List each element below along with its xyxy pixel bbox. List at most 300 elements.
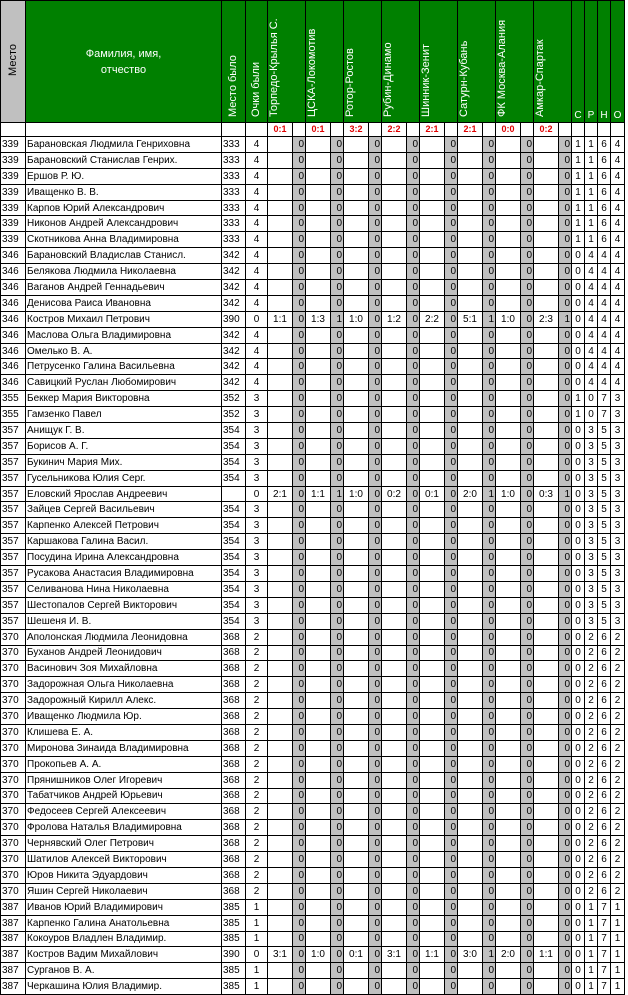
place-cell: 387	[1, 915, 26, 931]
place-cell: 387	[1, 931, 26, 947]
place-was-cell: 342	[222, 343, 246, 359]
name-cell: Барановский Станислав Генрих.	[26, 152, 222, 168]
name-cell: Иващенко В. В.	[26, 184, 222, 200]
prediction-cell	[306, 629, 331, 645]
prediction-points-cell: 0	[331, 804, 344, 820]
prediction-points-cell: 0	[483, 867, 496, 883]
prediction-points-cell: 0	[521, 597, 534, 613]
prediction-points-cell: 0	[293, 343, 306, 359]
prediction-cell	[534, 534, 559, 550]
prediction-cell	[534, 375, 559, 391]
prediction-points-cell: 0	[293, 232, 306, 248]
prediction-points-cell: 0	[331, 963, 344, 979]
name-cell: Денисова Раиса Ивановна	[26, 295, 222, 311]
prediction-points-cell: 0	[445, 740, 458, 756]
prediction-points-cell: 0	[331, 852, 344, 868]
prediction-cell	[534, 883, 559, 899]
prediction-points-cell: 0	[445, 359, 458, 375]
table-row	[1, 137, 625, 153]
prediction-cell	[382, 502, 407, 518]
stat-cell: 2	[611, 629, 625, 645]
match-score: 0:1	[306, 123, 331, 137]
stat-cell: 0	[572, 629, 585, 645]
points-were-cell: 4	[246, 375, 268, 391]
prediction-cell	[458, 137, 483, 153]
place-cell: 339	[1, 216, 26, 232]
prediction-points-cell: 0	[369, 804, 382, 820]
place-cell: 339	[1, 137, 26, 153]
prediction-cell	[496, 931, 521, 947]
stat-cell: 4	[611, 264, 625, 280]
stat-cell: 4	[611, 248, 625, 264]
prediction-cell	[420, 359, 445, 375]
prediction-cell	[496, 295, 521, 311]
table-row	[1, 534, 625, 550]
prediction-cell	[306, 423, 331, 439]
prediction-cell	[268, 836, 293, 852]
stat-cell: 7	[598, 391, 611, 407]
table-row	[1, 804, 625, 820]
prediction-cell	[420, 200, 445, 216]
prediction-points-cell: 0	[445, 677, 458, 693]
prediction-points-cell: 0	[521, 438, 534, 454]
prediction-cell: 3:1	[268, 947, 293, 963]
prediction-cell	[344, 756, 369, 772]
prediction-cell	[268, 756, 293, 772]
table-row	[1, 168, 625, 184]
points-were-cell: 3	[246, 391, 268, 407]
stat-cell: 2	[611, 677, 625, 693]
prediction-cell	[496, 248, 521, 264]
prediction-cell	[496, 581, 521, 597]
prediction-points-cell: 0	[483, 550, 496, 566]
stat-cell: 4	[585, 311, 598, 327]
points-were-cell: 4	[246, 295, 268, 311]
prediction-cell	[344, 709, 369, 725]
prediction-points-cell: 0	[483, 661, 496, 677]
prediction-cell	[306, 375, 331, 391]
match-score: 0:1	[268, 123, 293, 137]
prediction-cell: 3:0	[458, 947, 483, 963]
prediction-points-cell: 0	[407, 518, 420, 534]
stat-cell: 3	[585, 486, 598, 502]
stat-cell: 0	[572, 311, 585, 327]
prediction-cell	[268, 693, 293, 709]
prediction-cell	[344, 327, 369, 343]
stat-cell: 2	[585, 724, 598, 740]
prediction-cell	[382, 391, 407, 407]
prediction-points-cell: 0	[407, 486, 420, 502]
prediction-cell	[382, 661, 407, 677]
prediction-points-cell: 0	[331, 899, 344, 915]
prediction-cell	[344, 137, 369, 153]
stat-cell: 0	[572, 804, 585, 820]
place-cell: 346	[1, 343, 26, 359]
place-cell: 346	[1, 311, 26, 327]
prediction-points-cell: 0	[369, 867, 382, 883]
prediction-points-cell: 0	[407, 327, 420, 343]
prediction-points-cell: 0	[521, 311, 534, 327]
prediction-points-cell: 0	[521, 677, 534, 693]
prediction-cell	[382, 979, 407, 995]
stat-cell: 4	[585, 375, 598, 391]
prediction-cell	[344, 788, 369, 804]
prediction-cell	[534, 836, 559, 852]
prediction-points-cell: 0	[331, 470, 344, 486]
name-cell: Табатчиков Андрей Юрьевич	[26, 788, 222, 804]
place-was-cell: 354	[222, 502, 246, 518]
points-were-cell: 1	[246, 963, 268, 979]
prediction-points-cell: 0	[445, 597, 458, 613]
prediction-cell	[534, 629, 559, 645]
stat-cell: 4	[585, 264, 598, 280]
prediction-points-cell: 1	[483, 486, 496, 502]
place-was-cell: 368	[222, 693, 246, 709]
prediction-points-cell: 0	[331, 693, 344, 709]
place-cell: 357	[1, 597, 26, 613]
place-was-cell: 333	[222, 137, 246, 153]
points-were-cell: 2	[246, 756, 268, 772]
prediction-points-cell: 0	[293, 709, 306, 725]
points-were-cell: 2	[246, 867, 268, 883]
stat-cell: 0	[572, 248, 585, 264]
stat-cell: 0	[572, 820, 585, 836]
prediction-cell	[344, 661, 369, 677]
prediction-cell	[420, 899, 445, 915]
stat-cell: 1	[572, 184, 585, 200]
place-was-cell: 333	[222, 168, 246, 184]
prediction-points-cell: 0	[559, 343, 572, 359]
prediction-cell	[420, 661, 445, 677]
prediction-cell	[420, 788, 445, 804]
prediction-points-cell: 0	[445, 836, 458, 852]
name-cell: Чернявский Олег Петрович	[26, 836, 222, 852]
prediction-cell	[534, 232, 559, 248]
place-cell: 387	[1, 979, 26, 995]
name-cell: Гамзенко Павел	[26, 407, 222, 423]
stat-cell: 0	[572, 518, 585, 534]
prediction-points-cell: 0	[559, 550, 572, 566]
prediction-cell	[382, 359, 407, 375]
prediction-points-cell: 0	[293, 359, 306, 375]
prediction-points-cell: 0	[521, 931, 534, 947]
prediction-cell	[458, 502, 483, 518]
prediction-points-cell: 0	[369, 693, 382, 709]
prediction-points-cell: 0	[369, 661, 382, 677]
prediction-cell	[344, 566, 369, 582]
points-were-cell: 4	[246, 137, 268, 153]
prediction-cell	[458, 724, 483, 740]
stat-cell: 2	[585, 709, 598, 725]
name-cell: Фролова Наталья Владимировна	[26, 820, 222, 836]
prediction-points-cell: 0	[521, 883, 534, 899]
stat-cell: 5	[598, 486, 611, 502]
prediction-cell	[496, 232, 521, 248]
place-was-cell: 354	[222, 613, 246, 629]
prediction-cell: 2:1	[268, 486, 293, 502]
prediction-points-cell: 0	[369, 359, 382, 375]
prediction-cell	[344, 550, 369, 566]
points-were-cell: 4	[246, 200, 268, 216]
prediction-points-cell: 0	[521, 709, 534, 725]
prediction-cell	[382, 709, 407, 725]
prediction-cell	[344, 343, 369, 359]
prediction-cell	[344, 820, 369, 836]
place-cell: 357	[1, 534, 26, 550]
prediction-points-cell: 0	[483, 852, 496, 868]
prediction-cell	[496, 280, 521, 296]
prediction-points-cell: 0	[559, 820, 572, 836]
stat-cell: 6	[598, 820, 611, 836]
prediction-cell	[420, 534, 445, 550]
prediction-points-cell: 0	[483, 216, 496, 232]
name-cell: Савицкий Руслан Любомирович	[26, 375, 222, 391]
prediction-cell	[420, 772, 445, 788]
prediction-points-cell: 0	[445, 343, 458, 359]
prediction-points-cell: 0	[293, 152, 306, 168]
prediction-points-cell: 0	[521, 327, 534, 343]
name-cell: Черкашина Юлия Владимир.	[26, 979, 222, 995]
name-cell: Карпенко Галина Анатольевна	[26, 915, 222, 931]
place-cell: 357	[1, 454, 26, 470]
prediction-points-cell: 0	[559, 359, 572, 375]
prediction-cell	[344, 931, 369, 947]
prediction-cell	[306, 518, 331, 534]
prediction-points-cell: 0	[369, 327, 382, 343]
prediction-points-cell: 0	[445, 820, 458, 836]
prediction-cell: 0:1	[344, 947, 369, 963]
prediction-cell	[496, 629, 521, 645]
stat-cell: 0	[585, 407, 598, 423]
prediction-points-cell: 0	[369, 454, 382, 470]
prediction-cell	[382, 232, 407, 248]
prediction-cell	[306, 867, 331, 883]
prediction-points-cell: 0	[369, 979, 382, 995]
stat-cell: 1	[572, 216, 585, 232]
prediction-points-cell: 0	[521, 137, 534, 153]
prediction-points-cell: 0	[331, 566, 344, 582]
prediction-cell	[344, 264, 369, 280]
prediction-cell	[344, 804, 369, 820]
prediction-cell	[268, 613, 293, 629]
prediction-cell	[382, 852, 407, 868]
place-cell: 339	[1, 200, 26, 216]
prediction-points-cell: 1	[559, 311, 572, 327]
prediction-cell	[382, 295, 407, 311]
prediction-cell	[534, 709, 559, 725]
prediction-points-cell: 0	[521, 613, 534, 629]
prediction-cell	[534, 661, 559, 677]
points-were-cell: 3	[246, 518, 268, 534]
stat-cell: 6	[598, 883, 611, 899]
stat-cell: 0	[572, 852, 585, 868]
prediction-cell: 0:3	[534, 486, 559, 502]
stat-cell: 0	[572, 375, 585, 391]
prediction-cell	[420, 184, 445, 200]
prediction-points-cell: 0	[369, 613, 382, 629]
prediction-points-cell: 0	[369, 438, 382, 454]
prediction-points-cell: 0	[369, 899, 382, 915]
prediction-points-cell: 0	[407, 168, 420, 184]
points-were-cell: 3	[246, 566, 268, 582]
prediction-cell	[458, 645, 483, 661]
prediction-points-cell: 0	[407, 550, 420, 566]
prediction-cell	[268, 391, 293, 407]
stat-cell: 0	[572, 550, 585, 566]
prediction-cell	[382, 867, 407, 883]
prediction-cell	[458, 232, 483, 248]
prediction-cell	[496, 375, 521, 391]
prediction-cell	[496, 168, 521, 184]
prediction-cell	[306, 327, 331, 343]
prediction-points-cell: 0	[407, 184, 420, 200]
prediction-cell	[382, 375, 407, 391]
prediction-cell	[496, 979, 521, 995]
prediction-points-cell: 0	[483, 899, 496, 915]
header-stat-o: О	[611, 1, 625, 123]
prediction-points-cell: 0	[407, 661, 420, 677]
table-row	[1, 280, 625, 296]
prediction-cell	[496, 867, 521, 883]
prediction-points-cell: 0	[483, 137, 496, 153]
prediction-points-cell: 0	[559, 740, 572, 756]
prediction-cell	[268, 248, 293, 264]
prediction-points-cell: 0	[559, 137, 572, 153]
prediction-cell	[306, 438, 331, 454]
table-row	[1, 152, 625, 168]
prediction-cell	[534, 724, 559, 740]
prediction-cell	[382, 693, 407, 709]
prediction-cell	[458, 280, 483, 296]
stat-cell: 7	[598, 915, 611, 931]
prediction-points-cell: 0	[559, 152, 572, 168]
prediction-cell	[306, 788, 331, 804]
prediction-points-cell: 0	[331, 423, 344, 439]
prediction-cell	[344, 152, 369, 168]
table-row	[1, 359, 625, 375]
prediction-points-cell: 0	[369, 168, 382, 184]
prediction-points-cell: 0	[407, 947, 420, 963]
name-cell: Задорожная Ольга Николаевна	[26, 677, 222, 693]
prediction-cell: 1:0	[344, 311, 369, 327]
prediction-points-cell: 0	[407, 852, 420, 868]
points-were-cell: 3	[246, 597, 268, 613]
prediction-points-cell: 0	[293, 168, 306, 184]
prediction-cell	[420, 454, 445, 470]
prediction-points-cell: 0	[559, 677, 572, 693]
prediction-cell	[458, 740, 483, 756]
prediction-points-cell: 0	[293, 550, 306, 566]
prediction-points-cell: 0	[369, 645, 382, 661]
table-row	[1, 756, 625, 772]
table-row	[1, 597, 625, 613]
prediction-points-cell: 0	[293, 931, 306, 947]
prediction-points-cell: 0	[483, 407, 496, 423]
points-were-cell: 4	[246, 152, 268, 168]
prediction-cell	[344, 581, 369, 597]
prediction-cell: 1:1	[306, 486, 331, 502]
prediction-cell	[268, 820, 293, 836]
prediction-points-cell: 0	[521, 915, 534, 931]
stat-cell: 1	[611, 979, 625, 995]
prediction-points-cell: 1	[559, 486, 572, 502]
prediction-cell	[382, 629, 407, 645]
prediction-points-cell: 0	[293, 772, 306, 788]
prediction-cell	[420, 820, 445, 836]
place-cell: 370	[1, 677, 26, 693]
table-row	[1, 454, 625, 470]
stat-cell: 0	[572, 645, 585, 661]
prediction-points-cell: 0	[369, 931, 382, 947]
prediction-points-cell: 0	[445, 184, 458, 200]
prediction-points-cell: 0	[559, 963, 572, 979]
points-were-cell: 2	[246, 883, 268, 899]
prediction-points-cell: 0	[521, 899, 534, 915]
stat-cell: 3	[585, 470, 598, 486]
prediction-points-cell: 0	[369, 788, 382, 804]
prediction-cell	[420, 216, 445, 232]
prediction-cell	[382, 931, 407, 947]
prediction-points-cell: 0	[445, 454, 458, 470]
stat-cell: 2	[611, 693, 625, 709]
prediction-points-cell: 0	[559, 836, 572, 852]
prediction-cell	[268, 438, 293, 454]
place-cell: 355	[1, 407, 26, 423]
stat-cell: 4	[611, 152, 625, 168]
stat-cell: 2	[611, 645, 625, 661]
prediction-cell	[496, 359, 521, 375]
prediction-points-cell: 0	[559, 232, 572, 248]
prediction-cell	[496, 693, 521, 709]
prediction-cell	[306, 343, 331, 359]
place-cell: 357	[1, 486, 26, 502]
prediction-points-cell: 0	[331, 454, 344, 470]
prediction-points-cell: 0	[331, 772, 344, 788]
stat-cell: 6	[598, 629, 611, 645]
prediction-cell	[306, 137, 331, 153]
prediction-cell	[420, 232, 445, 248]
prediction-cell	[458, 438, 483, 454]
prediction-cell	[306, 693, 331, 709]
stat-cell: 3	[611, 534, 625, 550]
prediction-cell	[306, 470, 331, 486]
prediction-cell	[382, 804, 407, 820]
name-cell: Гусельникова Юлия Серг.	[26, 470, 222, 486]
prediction-cell	[534, 597, 559, 613]
stat-cell: 4	[611, 168, 625, 184]
prediction-points-cell: 0	[483, 168, 496, 184]
place-cell: 370	[1, 740, 26, 756]
prediction-cell	[382, 438, 407, 454]
prediction-cell	[382, 820, 407, 836]
prediction-cell	[268, 867, 293, 883]
name-cell: Каршакова Галина Васил.	[26, 534, 222, 550]
prediction-cell	[534, 693, 559, 709]
prediction-points-cell: 0	[369, 883, 382, 899]
prediction-points-cell: 0	[521, 581, 534, 597]
prediction-points-cell: 0	[407, 788, 420, 804]
name-cell: Сурганов В. А.	[26, 963, 222, 979]
prediction-points-cell: 0	[293, 311, 306, 327]
prediction-cell	[496, 772, 521, 788]
prediction-points-cell: 0	[293, 518, 306, 534]
prediction-cell	[458, 597, 483, 613]
table-row	[1, 677, 625, 693]
prediction-points-cell: 0	[559, 788, 572, 804]
prediction-points-cell: 0	[445, 264, 458, 280]
prediction-points-cell: 0	[445, 709, 458, 725]
stat-cell: 5	[598, 613, 611, 629]
